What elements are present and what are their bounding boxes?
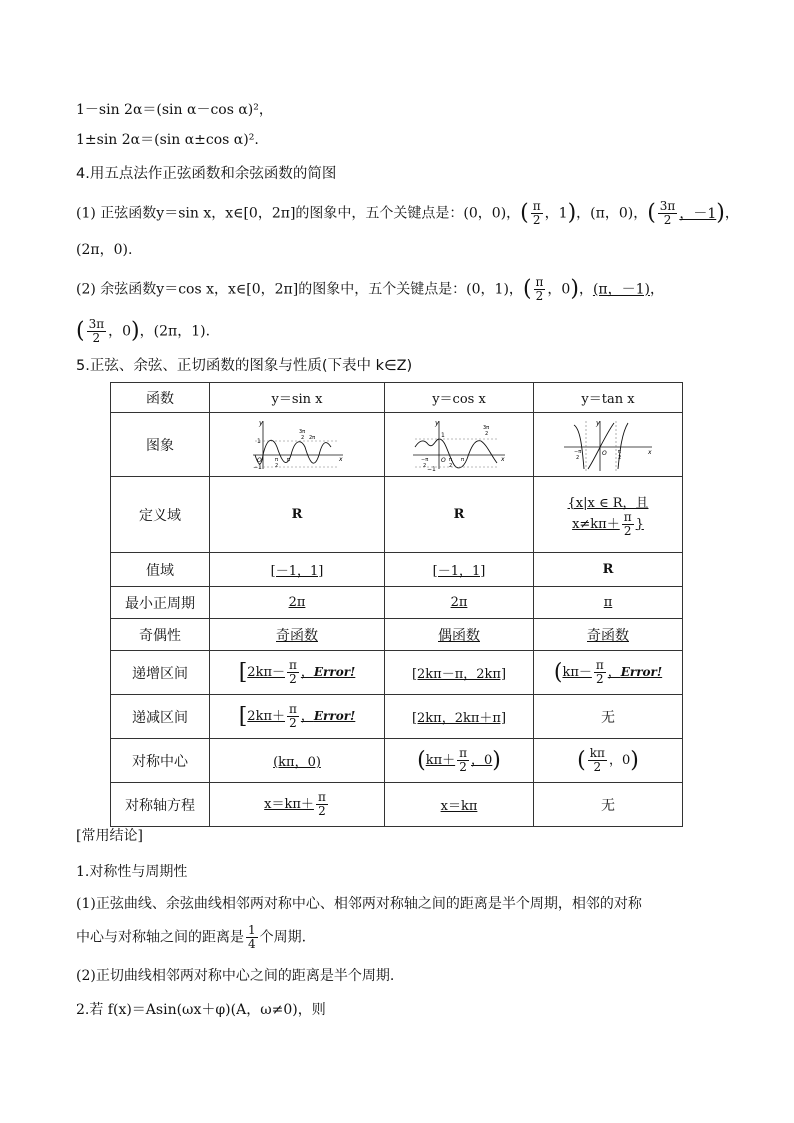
- expr-part: 2kπ＋: [247, 709, 285, 724]
- tick-label-neg1: −1: [253, 463, 262, 471]
- parity-sin: 奇函数: [210, 619, 385, 651]
- paren-open: (: [577, 748, 586, 773]
- fraction-numerator: π: [623, 509, 632, 524]
- formula-line-2: 1±sin 2α＝(sin α±cos α)².: [76, 132, 259, 148]
- tick-label-3pi-half-den: 2: [301, 434, 305, 441]
- conclusion-1-para1-line1: (1)正弦曲线、余弦曲线相邻两对称中心、相邻两对称轴之间的距离是半个周期，相邻的对称: [76, 896, 642, 912]
- fraction: [658, 200, 678, 227]
- fraction: [457, 747, 469, 774]
- row-label-graph: 图象: [111, 413, 210, 477]
- fraction: [534, 276, 546, 303]
- cos-graph: [409, 417, 509, 473]
- tick-label-pi: π: [461, 456, 465, 463]
- bracket-open: [: [238, 704, 248, 729]
- header-function: 函数: [111, 383, 210, 413]
- tick-label-pi-half-num: π: [449, 456, 453, 463]
- range-cos: [－1，1]: [385, 553, 534, 587]
- expr-part: kπ－: [562, 665, 592, 680]
- tick-label-1: 1: [441, 431, 445, 439]
- axis-label-x: x: [339, 455, 343, 463]
- center-sin: (kπ，0): [210, 739, 385, 783]
- paren-close: ): [630, 748, 639, 773]
- period-cos: 2π: [385, 587, 534, 619]
- text-part: 中心与对称轴之间的距离是: [76, 929, 244, 946]
- conclusion-1-para2: (2)正切曲线相邻两对称中心之间的距离是半个周期.: [76, 968, 395, 984]
- point-tail: ，(2π，1).: [139, 323, 211, 340]
- center-cos: [385, 739, 534, 783]
- conclusions-heading: [常用结论]: [76, 828, 143, 844]
- row-label-increasing: 递增区间: [111, 651, 210, 695]
- header-tan: y＝tan x: [534, 383, 683, 413]
- fraction: [246, 924, 258, 951]
- fraction-numerator: π: [459, 746, 468, 760]
- fraction-numerator: π: [532, 199, 541, 213]
- expr-part: x＝kπ＋: [264, 797, 314, 812]
- origin-label: O: [602, 449, 607, 457]
- tick-label-pi: π: [287, 456, 291, 463]
- expr-part: ，: [607, 665, 621, 680]
- axis-label-y: y: [435, 418, 440, 427]
- conclusion-1-para1-line2: [76, 924, 306, 951]
- domain-tan: [534, 477, 683, 553]
- tick-label-3pi-half-num: 3π: [483, 424, 490, 431]
- conclusion-2: 2.若 f(x)＝Asin(ωx＋φ)(A，ω≠0)，则: [76, 1002, 326, 1018]
- error-marker: Error!: [313, 709, 356, 723]
- trig-properties-table: [110, 382, 683, 827]
- domain-tan-line1: {x|x ∈ R，且: [567, 495, 649, 511]
- punct: ，: [649, 281, 664, 298]
- domain-cos: R: [385, 477, 534, 553]
- underlined-point: [656, 199, 717, 227]
- row-label-axis: 对称轴方程: [111, 783, 210, 827]
- header-cos: y＝cos x: [385, 383, 534, 413]
- paren-close: ): [716, 200, 725, 226]
- period-sin: 2π: [210, 587, 385, 619]
- expr-part: ，: [300, 665, 314, 680]
- section-5-heading: 5.正弦、余弦、正切函数的图象与性质(下表中 k∈Z): [76, 358, 413, 374]
- axis-label-y: y: [596, 418, 601, 427]
- table-row-range: [111, 553, 683, 587]
- paren-open: (: [76, 318, 85, 344]
- cosine-key-points-line2: [76, 318, 210, 345]
- paren-open: (: [522, 276, 532, 302]
- paren-close: ): [567, 200, 577, 226]
- axis-label-x: x: [648, 448, 652, 456]
- fraction-denominator: 2: [593, 760, 602, 774]
- bracket-open: [: [238, 660, 248, 685]
- table-row-parity: [111, 619, 683, 651]
- error-marker: Error!: [313, 665, 356, 679]
- center-cos-expr: [425, 746, 493, 774]
- origin-label: O: [441, 456, 446, 464]
- fraction-numerator: 1: [248, 923, 256, 937]
- fraction-numerator: 3π: [659, 199, 676, 213]
- point-rest: ，－1: [679, 205, 717, 222]
- sine-key-points-line2: (2π，0).: [76, 242, 133, 258]
- tick-label-neg-pi-half-num: −π: [574, 448, 582, 455]
- tan-graph: [558, 417, 658, 473]
- axis-cos: x＝kπ: [385, 783, 534, 827]
- fraction-denominator: 2: [459, 760, 467, 774]
- tick-label-pi-half-den: 2: [449, 462, 453, 469]
- fraction-numerator: π: [535, 275, 544, 289]
- cos-curve: [415, 439, 497, 468]
- sine-key-points-text: (1) 正弦函数y＝sin x，x∈[0，2π]的图象中，五个关键点是：(0，0)，: [76, 205, 521, 222]
- range-sin: [－1，1]: [210, 553, 385, 587]
- period-tan: π: [534, 587, 683, 619]
- tick-label-neg-pi-half-num: −π: [421, 456, 429, 463]
- fraction-denominator: 2: [92, 331, 101, 345]
- fraction-denominator: 2: [318, 804, 326, 818]
- center-tan: [534, 739, 683, 783]
- table-row-center: [111, 739, 683, 783]
- decreasing-sin: [210, 695, 385, 739]
- domain-tan-expr: x≠kπ＋: [572, 516, 620, 532]
- tick-label-3pi-half-den: 2: [485, 430, 489, 437]
- paren-close: ): [492, 748, 501, 773]
- row-label-period: 最小正周期: [111, 587, 210, 619]
- tick-label-pi-half-num: π: [275, 456, 279, 463]
- tick-label-pi-half-den: 2: [618, 454, 622, 461]
- point-pi: ，(π，0)，: [576, 205, 648, 222]
- paren-open: (: [417, 748, 426, 773]
- fraction-denominator: 2: [289, 716, 297, 730]
- fraction: [287, 703, 299, 730]
- formula-line-1: 1－sin 2α＝(sin α－cos α)²，: [76, 102, 273, 118]
- increasing-tan: [534, 651, 683, 695]
- text-part: 个周期.: [259, 929, 307, 946]
- fraction-denominator: 2: [595, 672, 604, 686]
- cosine-key-points-text: (2) 余弦函数y＝cos x，x∈[0，2π]的图象中，五个关键点是：(0，1)，: [76, 281, 523, 298]
- punct: ，: [724, 205, 739, 222]
- increasing-sin-expr: [247, 658, 314, 686]
- fraction-denominator: 2: [532, 213, 541, 227]
- table-row-increasing: [111, 651, 683, 695]
- axis-label-y: y: [259, 418, 264, 427]
- sin-graph: [247, 417, 347, 473]
- point-rest: ，0: [108, 323, 132, 340]
- tick-label-1: 1: [257, 437, 261, 445]
- expr-part: ，: [300, 709, 314, 724]
- axis-sin-expr: [264, 790, 330, 818]
- tick-label-neg1: −1: [427, 465, 436, 473]
- domain-tan-close: }: [635, 516, 644, 532]
- fraction-numerator: π: [317, 790, 326, 804]
- row-label-range: 值域: [111, 553, 210, 587]
- fraction-numerator: π: [595, 658, 604, 672]
- domain-sin: R: [210, 477, 385, 553]
- table-row-domain: [111, 477, 683, 553]
- fraction-denominator: 2: [623, 523, 632, 538]
- sin-graph-cell: [210, 413, 385, 477]
- range-tan: R: [534, 553, 683, 587]
- fraction-numerator: π: [289, 702, 297, 716]
- decreasing-tan: 无: [534, 695, 683, 739]
- fraction: [594, 659, 606, 686]
- tan-graph-cell: [534, 413, 683, 477]
- tick-label-3pi-half-num: 3π: [299, 428, 306, 435]
- fraction: [316, 791, 328, 818]
- underlined-point: (π，－1): [592, 281, 650, 298]
- increasing-tan-expr: [562, 658, 621, 686]
- table-row-period: [111, 587, 683, 619]
- axis-sin: [210, 783, 385, 827]
- fraction: [588, 747, 607, 774]
- tan-branch-right: [618, 423, 628, 469]
- sine-key-points: [76, 200, 739, 227]
- row-label-domain: 定义域: [111, 477, 210, 553]
- paren-open: (: [647, 200, 656, 226]
- fraction-denominator: 2: [289, 672, 297, 686]
- origin-label: O: [257, 456, 262, 464]
- parity-cos: 偶函数: [385, 619, 534, 651]
- domain-tan-line2: [538, 511, 678, 538]
- expr-part: 2kπ－: [247, 665, 285, 680]
- table-row-graph: [111, 413, 683, 477]
- point-rest: ，1: [544, 205, 568, 222]
- cos-graph-cell: [385, 413, 534, 477]
- error-marker: Error!: [620, 665, 663, 679]
- tick-label-neg-pi-half-den: 2: [576, 454, 580, 461]
- table-row-decreasing: [111, 695, 683, 739]
- axis-label-x: x: [501, 455, 505, 463]
- increasing-sin: [210, 651, 385, 695]
- parity-tan: 奇函数: [534, 619, 683, 651]
- tan-branch-center: [588, 423, 614, 469]
- table-row-axis: [111, 783, 683, 827]
- paren-close: ): [131, 318, 140, 344]
- expr-part: kπ＋: [425, 753, 456, 768]
- tick-label-pi-half-den: 2: [275, 462, 279, 469]
- paren-open: (: [553, 660, 563, 685]
- fraction-denominator: 2: [535, 289, 544, 303]
- fraction-numerator: 3π: [88, 317, 105, 331]
- fraction-numerator: kπ: [589, 746, 605, 760]
- tick-label-pi-half-num: π: [618, 448, 622, 455]
- paren-open: (: [520, 200, 529, 226]
- expr-part: ，0: [471, 753, 493, 768]
- row-label-decreasing: 递减区间: [111, 695, 210, 739]
- fraction: [287, 659, 299, 686]
- expr-part: ，0: [608, 753, 631, 768]
- fraction-numerator: π: [289, 658, 297, 672]
- decreasing-sin-expr: [247, 702, 314, 730]
- cosine-key-points: (2) 余弦函数y＝cos x，x∈[0，2π]的图象中，五个关键点是：(0，1)，( $\frac{\pi}{2}$ ，0)，(π，－1)，: [76, 275, 664, 303]
- header-sin: y＝sin x: [210, 383, 385, 413]
- section-4-heading: 4.用五点法作正弦函数和余弦函数的简图: [76, 166, 337, 182]
- fraction-denominator: 2: [663, 213, 672, 227]
- axis-tan: 无: [534, 783, 683, 827]
- fraction: [87, 318, 107, 345]
- tick-label-neg-pi-half-den: 2: [423, 462, 427, 469]
- fraction: [622, 511, 634, 538]
- paren-close: ): [570, 276, 579, 302]
- fraction: [531, 200, 543, 227]
- point-rest: ，0: [547, 281, 571, 298]
- row-label-parity: 奇偶性: [111, 619, 210, 651]
- increasing-cos: [2kπ－π，2kπ]: [385, 651, 534, 695]
- tick-label-2pi: 2π: [309, 434, 316, 441]
- fraction-denominator: 4: [248, 937, 256, 951]
- decreasing-cos: [2kπ，2kπ＋π]: [385, 695, 534, 739]
- table-header-row: [111, 383, 683, 413]
- conclusion-1-title: 1.对称性与周期性: [76, 864, 188, 880]
- row-label-center: 对称中心: [111, 739, 210, 783]
